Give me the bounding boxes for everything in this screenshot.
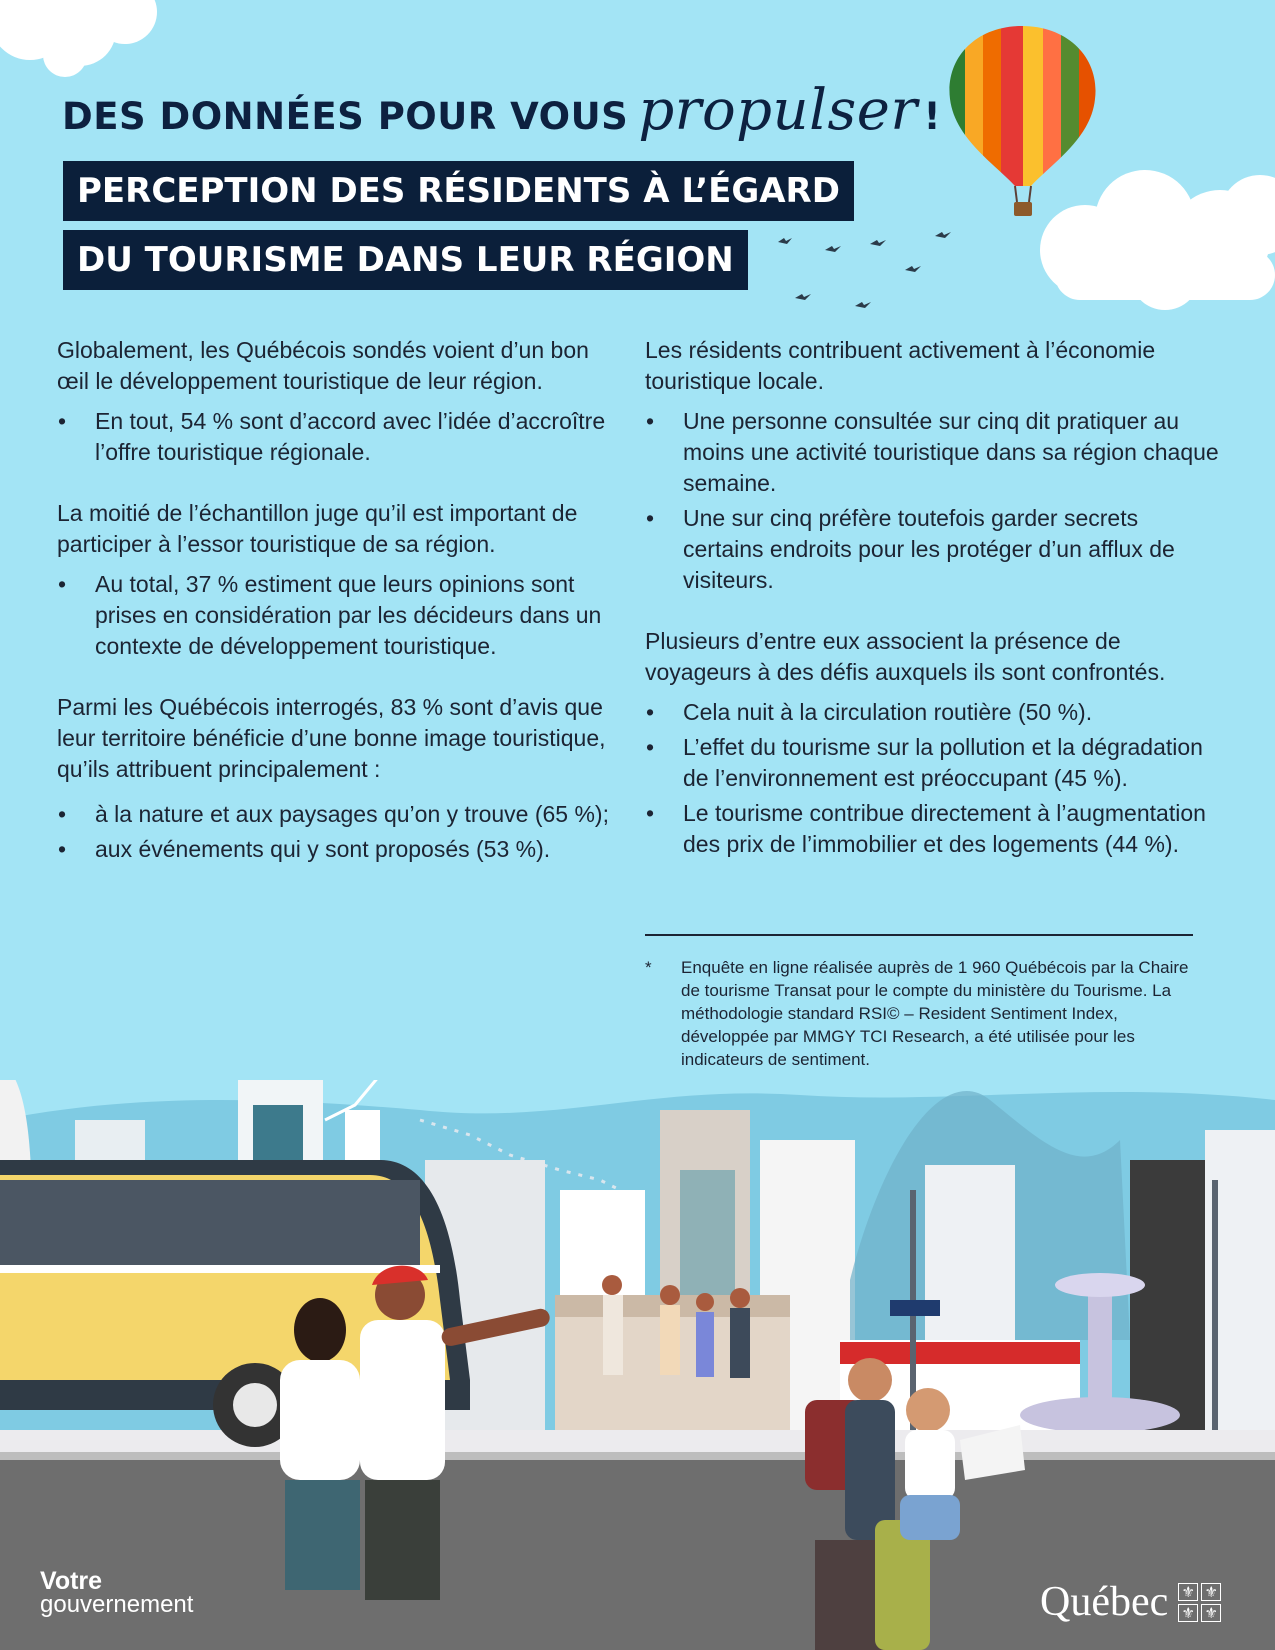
city-tourism-scene-illustration: [0, 1080, 1275, 1650]
left-column: [57, 335, 617, 869]
footnote: [645, 956, 1205, 1071]
list-item: • Le tourisme contribue directement à l’augmentation des prix de l’immobilier et des logements (44 %).: [645, 798, 1225, 860]
left-bullets-2: [57, 569, 617, 662]
title-line-1: PERCEPTION DES RÉSIDENTS À L’ÉGARD: [63, 161, 854, 221]
logo-votre-line2: gouvernement: [40, 1591, 194, 1618]
quebec-logo: [1040, 1578, 1221, 1626]
birds-illustration: [770, 230, 960, 315]
headline-suffix: !: [923, 95, 942, 138]
left-intro-2: La moitié de l’échantillon juge qu’il est important de participer à l’essor touristique de sa région.: [57, 500, 578, 557]
footnote-divider: [645, 934, 1193, 936]
votre-gouvernement-logo: [40, 1567, 194, 1618]
headline: [62, 78, 941, 143]
list-item: • Une sur cinq préfère toutefois garder secrets certains endroits pour les protéger d’un afflux de visiteurs.: [645, 503, 1225, 596]
list-item: • Au total, 37 % estiment que leurs opinions sont prises en considération par les décideurs dans un contexte de développement touristique.: [57, 569, 617, 662]
list-item: • En tout, 54 % sont d’accord avec l’idée d’accroître l’offre touristique régionale.: [57, 406, 617, 468]
headline-prefix: DES DONNÉES POUR VOUS: [62, 95, 629, 138]
fleur-de-lis-flag-icon: [1178, 1583, 1221, 1622]
footnote-text: Enquête en ligne réalisée auprès de 1 960 Québécois par la Chaire de tourisme Transat pour le compte du ministère du Tourisme. La méthodologie standard RSI© – Resident Sentiment Index, développée par MMGY TCI Research, a été utilisée pour les indicateurs de sentiment.: [681, 958, 1189, 1069]
list-item: • à la nature et aux paysages qu’on y trouve (65 %);: [57, 799, 617, 830]
fleur-de-lis-icon: ⚜: [1178, 1583, 1198, 1601]
left-intro-1: Globalement, les Québécois sondés voient d’un bon œil le développement touristique de leur région.: [57, 337, 589, 394]
quebec-wordmark: Québec: [1040, 1579, 1169, 1625]
right-bullets-1: [645, 406, 1225, 596]
list-item: • Une personne consultée sur cinq dit pratiquer au moins une activité touristique dans sa région chaque semaine.: [645, 406, 1225, 499]
right-column: [645, 335, 1225, 864]
left-bullets-3: [57, 799, 617, 865]
headline-script-word: propulser: [638, 78, 918, 143]
title-line-2: DU TOURISME DANS LEUR RÉGION: [63, 230, 748, 290]
list-item: • Cela nuit à la circulation routière (50 %).: [645, 697, 1225, 728]
left-bullets-1: [57, 406, 617, 468]
fleur-de-lis-icon: ⚜: [1201, 1604, 1221, 1622]
list-item: • aux événements qui y sont proposés (53 %).: [57, 834, 617, 865]
right-intro-1: Les résidents contribuent activement à l’économie touristique locale.: [645, 337, 1156, 394]
list-item: • L’effet du tourisme sur la pollution et la dégradation de l’environnement est préoccupant (45 %).: [645, 732, 1225, 794]
fleur-de-lis-icon: ⚜: [1178, 1604, 1198, 1622]
logo-votre-line1: Votre: [40, 1567, 103, 1595]
right-bullets-2: [645, 697, 1225, 860]
cloud-top-left: [0, 0, 170, 80]
hot-air-balloon-illustration: [945, 24, 1100, 219]
right-intro-2: Plusieurs d’entre eux associent la présence de voyageurs à des défis auxquels ils sont confrontés.: [645, 628, 1166, 685]
fleur-de-lis-icon: ⚜: [1201, 1583, 1221, 1601]
left-intro-3: Parmi les Québécois interrogés, 83 % sont d’avis que leur territoire bénéficie d’une bonne image touristique, qu’ils attribuent principalement :: [57, 694, 606, 782]
footnote-marker: *: [645, 958, 652, 977]
